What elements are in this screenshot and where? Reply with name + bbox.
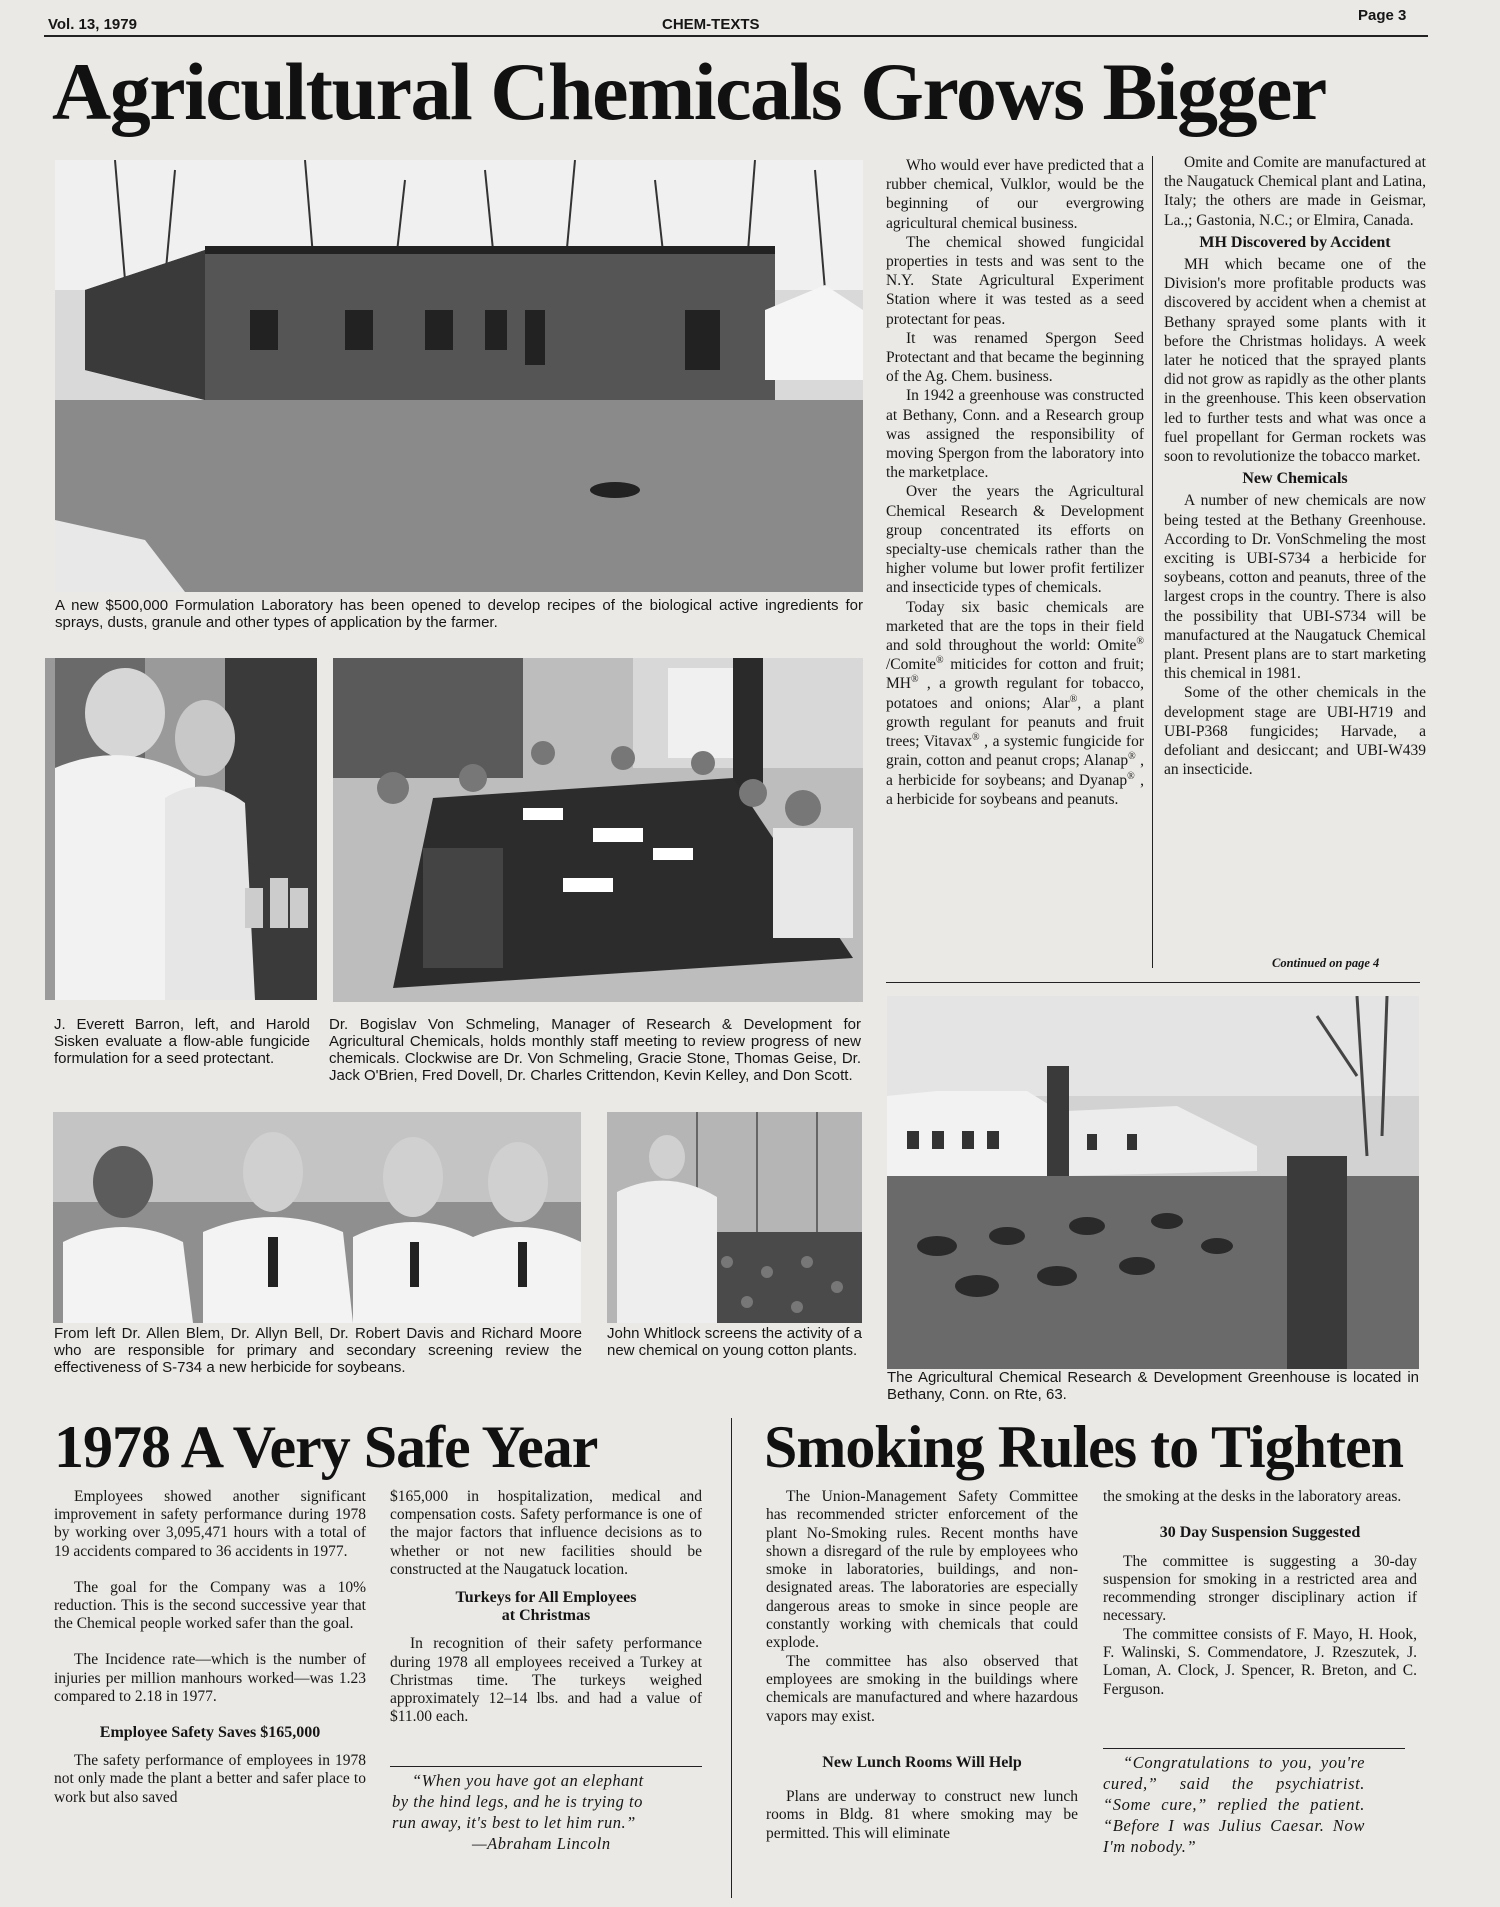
header-rule bbox=[44, 35, 1428, 37]
text-run: , a growth regulant for tobacco, potatoes and onions; Alar bbox=[886, 675, 1144, 712]
quote-rule bbox=[390, 1766, 702, 1767]
quote-rule bbox=[1103, 1748, 1405, 1749]
safe-year-column-2 bbox=[390, 1488, 702, 1726]
ag-paragraph: Who would ever have predicted that a rubber chemical, Vulklor, would be the beginning of our evergrowing agricultural chemical business. bbox=[886, 157, 1144, 232]
registered-mark: ® bbox=[1127, 770, 1135, 782]
safe-paragraph: The Incidence rate—which is the number of injuries per million manhours worked—was 1.23 compared to 2.18 in 1977. bbox=[54, 1651, 366, 1705]
text-run: miticides for cotton and fruit; MH bbox=[886, 656, 1144, 693]
ag-article-column-2 bbox=[1164, 153, 1426, 780]
ag-paragraph: Omite and Comite are manufactured at the Naugatuck Chemical plant and Latina, Italy; the others are made in Geismar, La.,; Gastonia, N.C.; or Elmira, Canada. bbox=[1164, 154, 1426, 229]
safe-paragraph: In recognition of their safety performance during 1978 all employees received a Turkey at Christmas time. The turkeys weighed approximately 12–14 lbs. and had a value of $11.00 each. bbox=[390, 1635, 702, 1726]
quote-text: “When you have got an elephant by the hind legs, and he is trying to run away, it's best to let him run.” bbox=[392, 1771, 644, 1832]
smoking-paragraph: The committee is suggesting a 30-day suspension for smoking in a restricted area and recommending stronger disciplinary action if necessary. bbox=[1103, 1552, 1417, 1625]
mh-subhead: MH Discovered by Accident bbox=[1199, 233, 1391, 251]
smoking-paragraph: the smoking at the desks in the laboratory areas. bbox=[1103, 1488, 1402, 1505]
text-run: , a herbicide for soybeans and peanuts. bbox=[886, 771, 1144, 808]
text-run: /Comite bbox=[886, 656, 936, 674]
greenhouse-photo bbox=[887, 996, 1419, 1369]
smoking-paragraph: The committee has also observed that employees are smoking in the buildings where chemicals are manufactured and where hazardous vapors may exist. bbox=[766, 1652, 1078, 1725]
safe-paragraph: $165,000 in hospitalization, medical and compensation costs. Safety performance is one of the major factors that influence decisions as to whether or not new facilities should be constructed at the Naugatuck location. bbox=[390, 1488, 702, 1578]
smoking-paragraph: The committee consists of F. Mayo, H. Hook, F. Walinski, S. Commendatore, J. Rzeszutek, J. Loman, A. Clock, J. Spencer, R. Breton, and C. Ferguson. bbox=[1103, 1625, 1417, 1698]
text-run: , a systemic fungicide for grain, cotton and peanut crops; Alanap bbox=[886, 733, 1144, 770]
ag-paragraph: It was renamed Spergon Seed Protectant and that became the beginning of the Ag. Chem. business. bbox=[886, 329, 1144, 386]
lincoln-quote bbox=[392, 1770, 650, 1854]
smoking-column-1 bbox=[766, 1488, 1078, 1843]
safety-saves-subhead: Employee Safety Saves $165,000 bbox=[99, 1724, 321, 1742]
turkeys-subhead-line2: at Christmas bbox=[501, 1607, 591, 1625]
registered-mark: ® bbox=[1128, 751, 1136, 763]
formulation-lab-photo bbox=[55, 160, 863, 592]
safe-year-column-1 bbox=[54, 1488, 366, 1807]
turkeys-subhead: Turkeys for All Employees bbox=[455, 1589, 637, 1607]
suspension-subhead: 30 Day Suspension Suggested bbox=[1159, 1524, 1361, 1542]
barron-sisken-caption: J. Everett Barron, left, and Harold Sisken evaluate a flow-able fungicide formulation for a seed protectant. bbox=[54, 1016, 310, 1067]
story-divider bbox=[731, 1418, 732, 1898]
registered-mark: ® bbox=[910, 674, 919, 686]
smoking-headline: Smoking Rules to Tighten bbox=[764, 1414, 1403, 1480]
four-men-caption: From left Dr. Allen Blem, Dr. Allyn Bell, Dr. Robert Davis and Richard Moore who are responsible for primary and secondary screening review the effectiveness of S-734 a new herbicide for soybeans. bbox=[54, 1325, 582, 1376]
ag-paragraph: A number of new chemicals are now being tested at the Bethany Greenhouse. According to Dr. VonSchmeling the most exciting is UBI-S734 a herbicide for soybeans, cotton and peanuts, three of the largest crops in the country. There is also the possibility that UBI-S734 will be manufactured at the Naugatuck Chemical plant. Present plans are to start marketing this chemical in 1981. bbox=[1164, 492, 1426, 683]
continued-note: Continued on page 4 bbox=[1272, 956, 1380, 970]
smoking-column-2 bbox=[1103, 1488, 1417, 1699]
ag-paragraph-chemicals bbox=[886, 598, 1144, 809]
article-bottom-rule bbox=[886, 982, 1420, 983]
new-chemicals-subhead: New Chemicals bbox=[1242, 470, 1348, 488]
lunch-rooms-subhead: New Lunch Rooms Will Help bbox=[822, 1753, 1022, 1771]
whitlock-photo bbox=[607, 1112, 862, 1323]
page-number: Page 3 bbox=[1358, 7, 1407, 24]
safe-year-headline: 1978 A Very Safe Year bbox=[54, 1414, 598, 1480]
ag-paragraph: The chemical showed fungicidal properties in tests and was sent to the N.Y. State Agricultural Experiment Station where it was tested as a seed protectant for peas. bbox=[886, 233, 1144, 328]
quote-author: —Abraham Lincoln bbox=[472, 1834, 611, 1853]
ag-article-column-1 bbox=[886, 156, 1144, 809]
text-run: , a plant growth regulant for peanuts and fruit trees; Vitavax bbox=[886, 694, 1144, 751]
registered-mark: ® bbox=[935, 655, 944, 667]
barron-sisken-photo bbox=[45, 658, 317, 1000]
safe-paragraph: Employees showed another significant improvement in safety performance during 1978 by working over 3,095,471 hours with a total of 19 accidents compared to 36 accidents in 1977. bbox=[54, 1488, 366, 1560]
smoking-paragraph: Plans are underway to construct new lunch rooms in Bldg. 81 where smoking may be permitted. This will eliminate bbox=[766, 1788, 1078, 1842]
greenhouse-caption: The Agricultural Chemical Research & Development Greenhouse is located in Bethany, Conn. on Rte, 63. bbox=[887, 1369, 1419, 1403]
registered-mark: ® bbox=[1069, 693, 1078, 705]
ag-paragraph: MH which became one of the Division's more profitable products was discovered by accident when a chemist at Bethany sprayed some plants with it before the Christmas holidays. A week later he noticed that the sprayed plants did not grow as rapidly as the other plants in the greenhouse. This keen observation led to further tests and what was once a fuel propellant for German rockets was soon to revolutionize the tobacco market. bbox=[1164, 256, 1426, 466]
registered-mark: ® bbox=[971, 731, 980, 743]
text-run: Today six basic chemicals are marketed that are the tops in their field and sold throughout the world: Omite bbox=[886, 598, 1144, 655]
volume-label: Vol. 13, 1979 bbox=[48, 16, 137, 33]
safe-paragraph: The goal for the Company was a 10% reduction. This is the second successive year that the Chemical people worked safer than the goal. bbox=[54, 1578, 366, 1633]
psychiatrist-quote bbox=[1103, 1752, 1365, 1857]
safe-paragraph: The safety performance of employees in 1978 not only made the plant a better and safer place to work but also saved bbox=[54, 1752, 366, 1806]
whitlock-caption: John Whitlock screens the activity of a new chemical on young cotton plants. bbox=[607, 1325, 862, 1359]
publication-name: CHEM-TEXTS bbox=[662, 16, 760, 33]
quote-text: “Congratulations to you, you're cured,” said the psychiatrist. “Some cure,” replied the patient. “Before I was Julius Caesar. Now I'm nobody.” bbox=[1103, 1753, 1365, 1856]
ag-paragraph: In 1942 a greenhouse was constructed at Bethany, Conn. and a Research group was assigned the responsibility of moving Spergon from the laboratory into the marketplace. bbox=[886, 387, 1144, 482]
staff-meeting-caption: Dr. Bogislav Von Schmeling, Manager of Research & Development for Agricultural Chemicals, holds monthly staff meeting to review progress of new chemicals. Clockwise are Dr. Von Schmeling, Gracie Stone, Thomas Geise, Dr. Jack O'Brien, Fred Dovell, Dr. Charles Crittendon, Kevin Kelley, and Don Scott. bbox=[329, 1016, 861, 1084]
formulation-lab-caption: A new $500,000 Formulation Laboratory has been opened to develop recipes of the biological active ingredients for sprays, dusts, granule and other types of application by the farmer. bbox=[55, 597, 863, 631]
smoking-paragraph: The Union-Management Safety Committee has recommended stricter enforcement of the plant No-Smoking rules. Recent months have shown a disregard of the rule by employees who smoke in laboratories, buildings, and non-designated areas. The laboratories are especially dangerous areas to smoke in since people are constantly working with chemicals that could explode. bbox=[766, 1488, 1078, 1652]
ag-paragraph: Some of the other chemicals in the development stage are UBI-H719 and UBI-P368 fungicides; Harvade, a defoliant and desiccant; and UBI-W439 an insecticide. bbox=[1164, 684, 1426, 779]
staff-meeting-photo bbox=[333, 658, 863, 1002]
main-headline: Agricultural Chemicals Grows Bigger bbox=[52, 46, 1326, 137]
column-divider bbox=[1152, 156, 1153, 968]
text-run: , a herbicide for soybeans; and Dyanap bbox=[886, 752, 1145, 789]
registered-mark: ® bbox=[1136, 635, 1144, 647]
four-men-photo bbox=[53, 1112, 581, 1323]
ag-paragraph: Over the years the Agricultural Chemical Research & Development group concentrated its efforts on specialty-use chemicals rather than the higher volume but lower profit fertilizer and insecticide types of chemicals. bbox=[886, 483, 1144, 597]
